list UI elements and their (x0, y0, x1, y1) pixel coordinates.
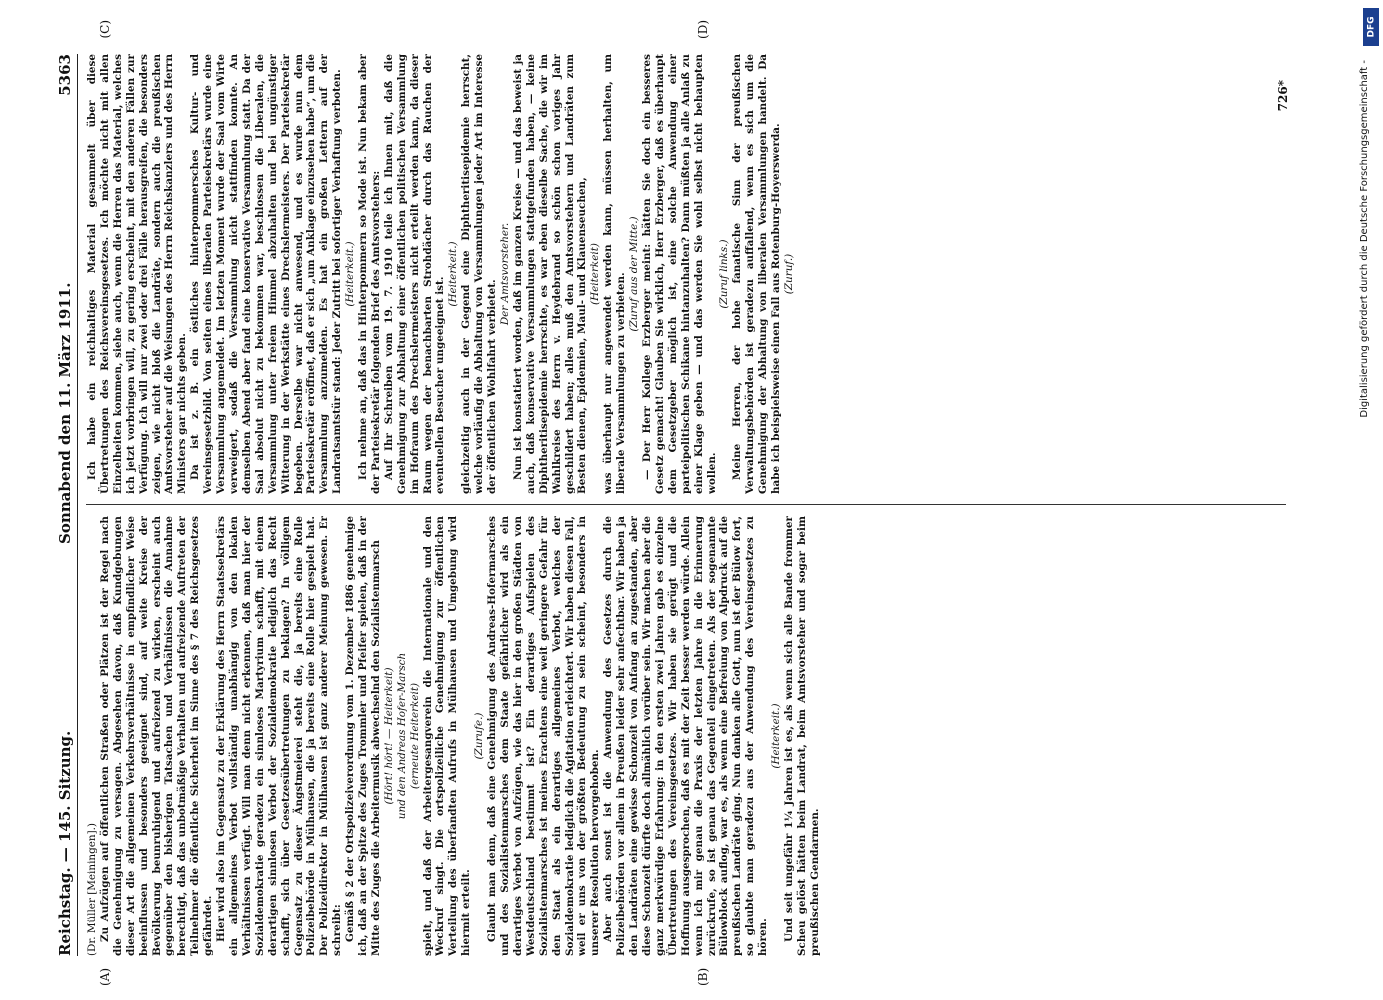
paragraph: Ich habe ein reichhaltiges Material gesammelt über diese Übertretungen des Reichsvereinsgesetzes. Ich möchte nicht mit allen Einzelheiten kommen, siehe auch, wenn die Herren das Material, welches ich jetzt vorbringen will, zu gering erscheint, mit den anderen Fällen zur Verfügung. Ich will nur zwei oder drei Fälle herausgreifen, die besonders zeigen, wie nicht bloß die Landräte, sondern auch die preußischen Amtsvorsteher auf die Weisungen des Herrn Reichskanzlers und des Herrn Ministers gar nichts geben. (86, 54, 189, 494)
paragraph: Ich nehme an, daß das in Hinterpommern so Mode ist. Nun bekam aber der Parteisekretär folgenden Brief des Amtsvorstehers: (357, 54, 382, 494)
interjection: (Hört! hört! — Heiterkeit) (382, 667, 395, 805)
paragraph: Gemäß § 2 der Ortspolizeiverordnung vom 1. Dezember 1886 genehmige ich, daß an der Spitze des Zuges Trommler und Pfeifer spielen, daß in der Mitte des Zuges die Arbeitermusik abwechselnd den Sozialistenmarsch (344, 516, 382, 956)
page-header (56, 54, 78, 956)
paragraph: spielt, und daß der Arbeitergesangverein die Internationale und den Weckruf singt. Die ortspolizeiliche Genehmigung zur öffentlichen Verteilung des überfandten Aufrufs in Mülhausen und Umgebung wird hiermit erteilt. (421, 516, 473, 956)
footer-number: 726* (1276, 80, 1290, 112)
header-date: Sonnabend den 11. März 1911. (56, 282, 74, 544)
dfg-logo (1363, 8, 1379, 46)
interjection: (Zurufe.) (473, 712, 486, 760)
paragraph: Und seit ungefähr 1¼ Jahren ist es, als wenn sich alle Bande frommer Scheu gelöst hätten beim Landrat, beim Amtsvorsteher und sogar beim preußischen Gendarmen. (782, 516, 821, 956)
interjection: (Zuruf links.) (718, 239, 731, 309)
paragraph: Meine Herren, der hohe fanatische Sinn der preußischen Verwaltungsbehörden ist geradezu auffallend, wenn es sich um die Genehmigung der Abhaltung von liberalen Versammlungen handelt. Da habe ich beispielsweise einen Fall aus Rotenburg-Hoyerswerda. (731, 54, 783, 494)
interjection: (Zuruf.) (782, 253, 795, 295)
digitization-credit-bar (1359, 0, 1379, 1000)
paragraph: gleichzeitig auch in der Gegend eine Diphtheritisepidemie herrscht, welche vorläufig die Abhaltung von Versammlungen jeder Art im Interesse der öffentlichen Wohlfahrt verbietet. (460, 54, 499, 494)
margin-marker-b: (B) (696, 967, 710, 986)
interjection: (Heiterkeit.) (447, 241, 460, 307)
margin-marker-d: (D) (696, 20, 710, 39)
credit-text: Digitalisierung gefördert durch die Deutsche Forschungsgemeinschaft - (1359, 60, 1370, 418)
signature: Der Amtsvorsteher. (499, 222, 511, 326)
paragraph: Nun ist konstatiert worden, daß im ganzen Kreise — und das beweist ja auch, daß konservative Versammlungen stattgefunden haben, — keine Diphtheritisepidemie herrschte, es war eben dieselbe Sache, die wir im Wahlkreise des Herrn v. Heydebrand so schön schon voriges Jahr geschildert haben; alles muß den Amtsvorstehern und Landräten zum Besten dienen, Epidemien, Maul- und Klauenseuchen, (511, 54, 589, 494)
page-body (86, 20, 1286, 986)
paragraph: Hier wird also im Gegensatz zu der Erklärung des Herrn Staatssekretärs ein allgemeines Verbot vollständig unabhängig von den lokalen Verhältnissen verfügt. Will man denn nicht erkennen, daß man hier der Sozialdemokratie geradezu ein sinnloses Martyrium schafft, mit einem derartigen sinnlosen Verbot der Sozialdemokratie lediglich das Recht schafft, sich über Gesetzesübertretungen zu beklagen? In völligem Gegensatz zu dieser Ängstmeierei steht die, ja bereits eine Rolle Polizeibehörde in Mülhausen, die ja bereits eine Rolle hier gespielt hat. Der Polizeidirektor in Mülhausen ist ganz anderer Meinung gewesen. Er schreibt: (215, 516, 344, 956)
paragraph: — Der Herr Kollege Erzberger meint: hätten Sie doch ein besseres Gesetz gemacht! Glauben Sie wirklich, Herr Erzberger, daß es überhaupt dem Gesetzgeber möglich ist, eine solche Anwendung einer parteipolitischen Schikane hintanzuhalten? Dann müßten ja alle Anlaß zu einer Klage geben — und das werden Sie wohl selbst nicht behaupten wollen. (640, 54, 718, 494)
paragraph: Glaubt man denn, daß eine Genehmigung des Andreas-Hofermarsches und des Sozialistenmarsches dem Staate gefährlicher wird als ein derartiges Verbot von Aufzügen, wie das hier in den großen Städten von Westdeutschland bestimmt ist? Ein derartiges Aufspielen des Sozialistenmarsches ist meines Erachtens eine weit geringere Gefahr für den Staat als ein derartiges allgemeines Verbot, welches der Sozialdemokratie lediglich die Agitation erleichtert. Wir haben diesen Fall, weil er uns von der größten Bedeutung zu sein scheint, besonders in unserer Resolution hervorgehoben. (486, 516, 602, 956)
margin-marker-a: (A) (98, 967, 112, 986)
dfg-logo-text: DFG (1366, 16, 1377, 38)
interjection: (Heiterkeit) (589, 243, 602, 305)
paragraph: Aber auch sonst ist die Anwendung des Gesetzes durch die Polizeibehörden vor allem in Preußen leider sehr anfechtbar. Wir haben ja den Landräten eine gewisse Schonzeit von Anfang an zugestanden, aber diese Schonzeit dürfte doch allmählich vorüber sein. Wir machen aber die ganz merkwürdige Erfahrung: in den ersten zwei Jahren gab es einzelne Übertretungen des Vereinsgesetzes. Wir haben sie gerügt und die Hoffnung ausgesprochen, daß es mit der Zeit besser werden würde. Allein wenn ich mir genau die Praxis der letzten Jahre in die Erinnerung zurückrufe, so ist genau das Gegenteil eingetreten. Als der sogenannte Bülowblock auflog, war es, als wenn eine Befreiung von Alpdruck auf die preußischen Landräte ging. Nun danken alle Gott, nun ist der Bülow fort, so glaubte man geradezu aus der Anwendung des Vereinsgesetzes zu hören. (602, 516, 770, 956)
interjection: (Heiterkeit.) (770, 703, 783, 769)
paragraph: Da ist z. B. ein östliches hinterpommersches Kultur- und Vereinsgesetzbild. Von seiten eines liberalen Parteisekretärs wurde eine Versammlung angemeldet. Im letzten Moment wurde der Saal vom Wirte verweigert, sodaß die Versammlung nicht stattfinden konnte. An demselben Abend aber fand eine konservative Versammlung statt. Da der Saal absolut nicht zu bekommen war, beschlossen die Liberalen, die Versammlung unter freiem Himmel abzuhalten und bei ungünstiger Witterung in der Werkstätte eines Drechslermeisters. Der Parteisekretär begeben. Derselbe war nicht anwesend, und es wurde nun dem Parteisekretär eröffnet, daß er sich „um Anklage einzusehen habe“, um die Versammlung anzumelden. Es hat ein großen Lettern auf der Landratsamtstür stand: Jeder Zutritt bei sofortiger Verhaftung verboten. (189, 54, 344, 494)
paragraph: was überhaupt nur angewendet werden kann, müssen herhalten, um liberale Versammlungen zu verbieten. (602, 54, 628, 494)
right-column (86, 54, 1286, 494)
quote-line: und den Andreas Hofer-Marsch (395, 652, 408, 820)
interjection: (Zuruf aus der Mitte.) (628, 216, 641, 332)
paragraph: Zu Aufzügen auf öffentlichen Straßen oder Plätzen ist der Regel nach die Genehmigung zu versagen. Abgesehen davon, daß Kundgebungen dieser Art die allgemeinen Verkehrsverhältnisse in empfindlicher Weise beeinflussen und besonders geeignet sind, auf weite Kreise der Bevölkerung beunruhigend und aufreizend zu wirken, erscheint auch gegenüber den bisherigen Tatsachen und Verhältnissen die Annahme berechtigt, daß das unbotmäßige Verhalten und aufreizende Auftreten der Teilnehmer die öffentliche Sicherheit im Sinne des § 7 des Reichsgesetzes gefährdet. (98, 516, 215, 956)
header-page-number: 5363 (56, 54, 74, 96)
paragraph: Auf Ihr Schreiben vom 19. 7. 1910 teile ich Ihnen mit, daß die Genehmigung zur Abhaltung einer öffentlichen politischen Versammlung im Hofraum des Drechslermeisters nicht erteilt werden kann, da dieser Raum wegen der benachbarten Strohdächer durch das Rauchen der eventuellen Besucher ungeeignet ist. (382, 54, 447, 494)
interjection: (Heiterkeit.) (344, 241, 357, 307)
column-divider (86, 504, 1286, 505)
left-column (86, 516, 1286, 956)
interjection: (erneute Heiterkeit) (408, 682, 421, 790)
header-session: Reichstag. — 145. Sitzung. (56, 730, 74, 956)
margin-marker-c: (C) (98, 20, 112, 39)
speaker-label: (Dr. Müller [Meiningen].) (86, 823, 98, 956)
